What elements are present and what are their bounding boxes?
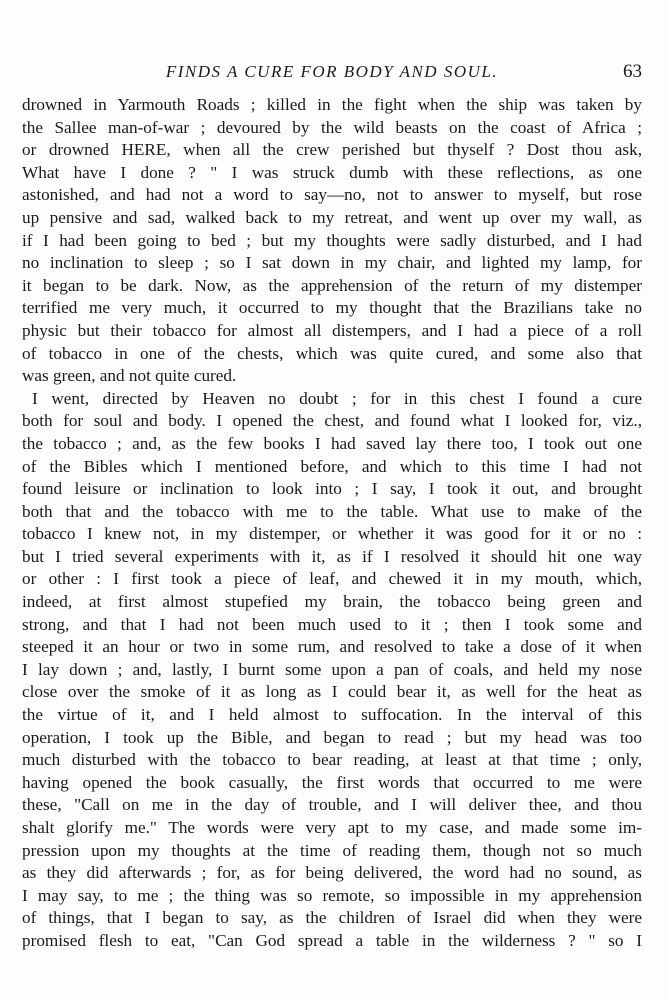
text-line: these, "Call on me in the day of trouble, and I will deliver thee, and thou	[22, 795, 642, 815]
text-line: as they did afterwards ; for, as for being delivered, the word had no sound, as	[22, 863, 642, 883]
text-line: found leisure or inclination to look into ; I say, I took it out, and brought	[22, 479, 642, 499]
page-number: 63	[623, 61, 642, 82]
running-head	[22, 60, 642, 84]
text-line: physic but their tobacco for almost all distempers, and I had a piece of a roll	[22, 320, 642, 340]
text-line: astonished, and had not a word to say—no, not to answer to myself, but rose	[22, 185, 642, 205]
text-line: but I tried several experiments with it, as if I resolved it should hit one way	[22, 546, 642, 566]
text-line: What have I done ? " I was struck dumb with these reflections, as one	[22, 162, 642, 182]
text-line: indeed, at first almost stupefied my brain, the tobacco being green and	[22, 592, 642, 612]
text-line: of tobacco in one of the chests, which was quite cured, and some also that	[22, 343, 642, 363]
text-line: shalt glorify me." The words were very apt to my case, and made some im-	[22, 818, 642, 837]
text-line: of things, that I began to say, as the children of Israel did when they were	[22, 908, 642, 928]
text-line: strong, and that I had not been much used to it ; then I took some and	[22, 614, 642, 634]
text-line: the Sallee man-of-war ; devoured by the wild beasts on the coast of Africa ;	[22, 117, 642, 137]
text-line: the tobacco ; and, as the few books I had saved lay there too, I took out one	[22, 433, 642, 453]
text-line: I may say, to me ; the thing was so remote, so impossible in my apprehension	[22, 885, 642, 905]
paragraph-end-line: was green, and not quite cured.	[22, 366, 237, 386]
text-line: if I had been going to bed ; but my thoughts were sadly disturbed, and I had	[22, 230, 642, 250]
text-line: pression upon my thoughts at the time of reading them, though not so much	[22, 840, 642, 860]
text-line: steeped it an hour or two in some rum, and resolved to take a dose of it when	[22, 637, 642, 657]
text-line: or drowned HERE, when all the crew perished but thyself ? Dost thou ask,	[22, 140, 642, 160]
text-line: promised flesh to eat, "Can God spread a table in the wilderness ? " so I	[22, 930, 642, 950]
text-line: or other : I first took a piece of leaf, and chewed it in my mouth, which,	[22, 569, 642, 589]
text-line: operation, I took up the Bible, and began to read ; but my head was too	[22, 727, 642, 747]
paragraph-first-line: I went, directed by Heaven no doubt ; for in this chest I found a cure	[32, 388, 642, 408]
text-line: no inclination to sleep ; so I sat down in my chair, and lighted my lamp, for	[22, 253, 642, 273]
text-line: terrified me very much, it occurred to my thought that the Brazilians take no	[22, 298, 642, 318]
body-text	[22, 94, 642, 953]
text-line: having opened the book casually, the first words that occurred to me were	[22, 772, 642, 792]
text-line: tobacco I knew not, in my distemper, or whether it was good for it or no :	[22, 524, 642, 544]
text-line: up pensive and sad, walked back to my retreat, and went up over my wall, as	[22, 207, 642, 227]
running-title: FINDS A CURE FOR BODY AND SOUL.	[165, 62, 499, 81]
text-line: both that and the tobacco with me to the table. What use to make of the	[22, 501, 642, 521]
text-line: much disturbed with the tobacco to bear reading, at least at that time ; only,	[22, 750, 642, 770]
text-line: it began to be dark. Now, as the apprehension of the return of my distemper	[22, 275, 642, 295]
text-line: both for soul and body. I opened the chest, and found what I looked for, viz.,	[22, 411, 642, 431]
text-line: of the Bibles which I mentioned before, and which to this time I had not	[22, 456, 642, 476]
text-line: I lay down ; and, lastly, I burnt some upon a pan of coals, and held my nose	[22, 659, 642, 679]
text-line: close over the smoke of it as long as I could bear it, as well for the heat as	[22, 682, 642, 702]
text-line: drowned in Yarmouth Roads ; killed in the fight when the ship was taken by	[22, 95, 642, 114]
text-line: the virtue of it, and I held almost to suffocation. In the interval of this	[22, 705, 642, 725]
